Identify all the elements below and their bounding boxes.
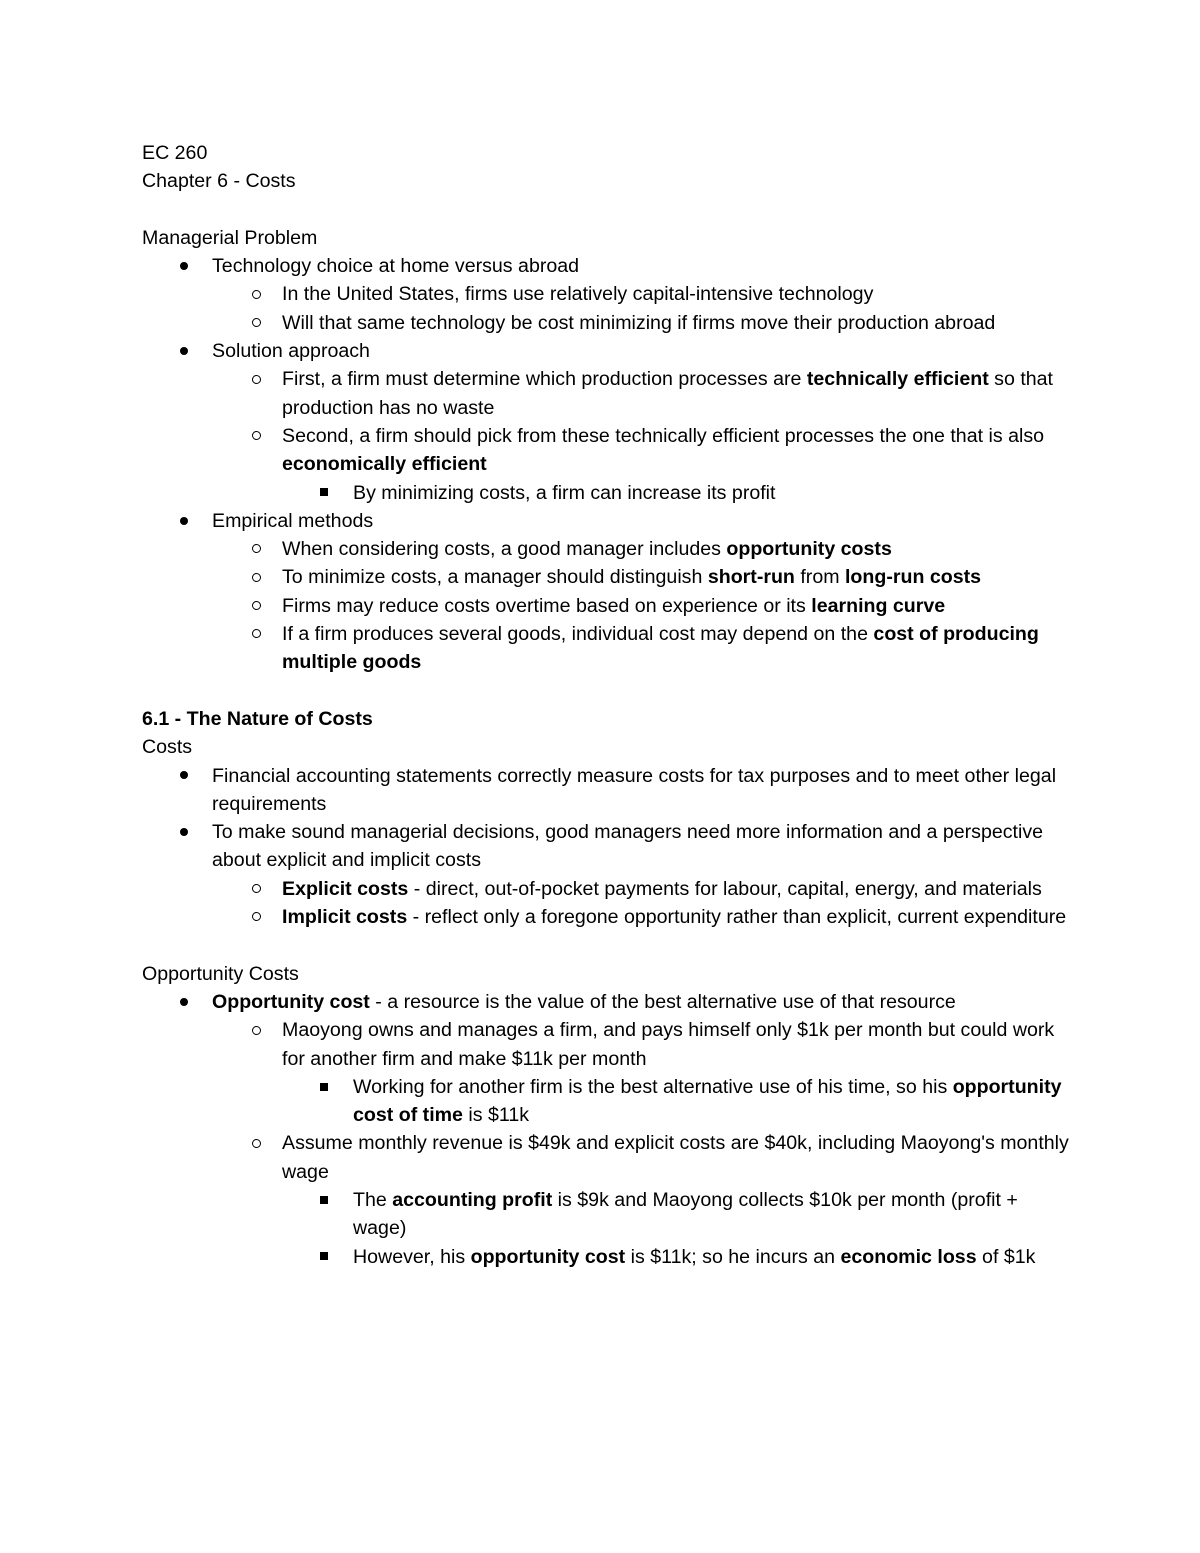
bullet-dot-icon — [174, 252, 194, 280]
section-heading: 6.1 - The Nature of Costs — [142, 707, 373, 730]
bold-term: long-run costs — [844, 566, 982, 589]
bullet-circle-icon — [246, 535, 266, 563]
text-run: When considering costs, a good manager includes — [282, 538, 727, 561]
bold-term: short-run — [707, 566, 795, 589]
bullet-square-icon — [314, 479, 334, 507]
bold-term: economically efficient — [282, 453, 487, 476]
bullet-square-icon — [314, 1186, 334, 1214]
list-item-text: Technology choice at home versus abroad — [212, 255, 580, 278]
text-run: However, his — [353, 1245, 471, 1268]
costs-title: Costs — [142, 736, 193, 759]
sublist — [142, 535, 1072, 676]
sublist — [142, 1073, 1072, 1130]
text-run: is $9k and Maoyong collects $10k per month (profit + wage) — [353, 1188, 1018, 1240]
sublist — [142, 479, 1072, 507]
bullet-circle-icon — [246, 422, 266, 450]
bold-term: technically efficient — [806, 368, 989, 391]
list-item — [142, 309, 1072, 337]
spacer — [142, 196, 1072, 224]
text-run: - direct, out-of-pocket payments for labour, capital, energy, and materials — [408, 877, 1042, 900]
bullet-circle-icon — [246, 1016, 266, 1044]
bullet-square-icon — [314, 1243, 334, 1271]
text-run: from — [794, 566, 845, 589]
text-run: First, a firm must determine which production processes are — [282, 368, 807, 391]
text-run: Firms may reduce costs overtime based on experience or its — [282, 594, 812, 617]
bold-term: Implicit costs — [282, 906, 408, 929]
text-run: - a resource is the value of the best alternative use of that resource — [369, 990, 956, 1013]
bold-term: learning curve — [811, 594, 946, 617]
list-item — [142, 422, 1072, 507]
list-item — [142, 903, 1072, 931]
list-item-text: Solution approach — [212, 340, 370, 363]
text-run: If a firm produces several goods, individual cost may depend on the — [282, 623, 874, 646]
list-item-text: In the United States, firms use relatively capital-intensive technology — [282, 283, 874, 306]
managerial-problem-list — [142, 252, 1072, 676]
text-run: The — [353, 1188, 393, 1211]
opportunity-list — [142, 988, 1072, 1271]
bullet-circle-icon — [246, 903, 266, 931]
bold-term: opportunity cost of time — [353, 1075, 1062, 1127]
list-item — [142, 535, 1072, 563]
costs-list — [142, 762, 1072, 932]
list-item-text: By minimizing costs, a firm can increase its profit — [353, 481, 776, 504]
sublist — [142, 365, 1072, 506]
text-run: of $1k — [976, 1245, 1036, 1268]
bullet-circle-icon — [246, 875, 266, 903]
bold-term: opportunity costs — [726, 538, 892, 561]
bullet-circle-icon — [246, 1129, 266, 1157]
bullet-dot-icon — [174, 337, 194, 365]
bold-term: Opportunity cost — [212, 990, 370, 1013]
bullet-circle-icon — [246, 309, 266, 337]
sublist — [142, 1016, 1072, 1271]
bullet-circle-icon — [246, 592, 266, 620]
bullet-dot-icon — [174, 818, 194, 846]
list-item — [142, 1129, 1072, 1270]
document-content — [142, 139, 1072, 1271]
list-item — [142, 620, 1072, 677]
opportunity-costs-title: Opportunity Costs — [142, 962, 299, 985]
chapter-title: Chapter 6 - Costs — [142, 170, 296, 193]
list-item-text: Will that same technology be cost minimizing if firms move their production abroad — [282, 311, 996, 334]
list-item-text: Maoyong owns and manages a firm, and pays himself only $1k per month but could work for another firm and make $11k per month — [282, 1019, 1055, 1070]
bold-term: economic loss — [840, 1245, 977, 1268]
bullet-circle-icon — [246, 563, 266, 591]
list-item — [142, 507, 1072, 677]
text-run: To minimize costs, a manager should distinguish — [282, 566, 708, 589]
list-item — [142, 818, 1072, 931]
sublist — [142, 875, 1072, 932]
text-run: Second, a firm should pick from these technically efficient processes the one that is also — [282, 424, 1045, 447]
sublist — [142, 280, 1072, 337]
list-item — [142, 762, 1072, 819]
bold-term: cost of producing multiple goods — [282, 623, 1039, 674]
spacer — [142, 931, 1072, 959]
list-item — [142, 365, 1072, 422]
list-item-text: To make sound managerial decisions, good managers need more information and a perspective about explicit and implicit costs — [212, 821, 1044, 872]
list-item — [142, 592, 1072, 620]
bullet-circle-icon — [246, 620, 266, 648]
bullet-dot-icon — [174, 507, 194, 535]
spacer — [142, 677, 1072, 705]
bold-term: opportunity cost — [470, 1245, 626, 1268]
list-item — [142, 479, 1072, 507]
course-code: EC 260 — [142, 142, 208, 164]
text-run: - reflect only a foregone opportunity rather than explicit, current expenditure — [407, 906, 1067, 929]
bullet-circle-icon — [246, 280, 266, 308]
list-item — [142, 1243, 1072, 1271]
list-item-text: Financial accounting statements correctly measure costs for tax purposes and to meet other legal requirements — [212, 764, 1057, 815]
bullet-dot-icon — [174, 762, 194, 790]
bold-term: Explicit costs — [282, 877, 409, 900]
managerial-problem-title: Managerial Problem — [142, 226, 318, 249]
bullet-dot-icon — [174, 988, 194, 1016]
text-run: is $11k; so he incurs an — [625, 1245, 841, 1268]
list-item — [142, 280, 1072, 308]
bullet-circle-icon — [246, 365, 266, 393]
list-item — [142, 563, 1072, 591]
sublist — [142, 1186, 1072, 1271]
list-item — [142, 1073, 1072, 1130]
text-run: is $11k — [462, 1104, 530, 1127]
list-item — [142, 1186, 1072, 1243]
bullet-square-icon — [314, 1073, 334, 1101]
text-run: Working for another firm is the best alternative use of his time, so his — [353, 1075, 953, 1098]
bold-term: accounting profit — [392, 1188, 553, 1211]
list-item — [142, 875, 1072, 903]
list-item-text: Empirical methods — [212, 509, 374, 532]
text-run: so that production has no waste — [282, 368, 1053, 419]
list-item — [142, 988, 1072, 1271]
list-item — [142, 252, 1072, 337]
list-item — [142, 1016, 1072, 1129]
list-item — [142, 337, 1072, 507]
list-item-text: Assume monthly revenue is $49k and explicit costs are $40k, including Maoyong's monthly wage — [282, 1132, 1069, 1183]
